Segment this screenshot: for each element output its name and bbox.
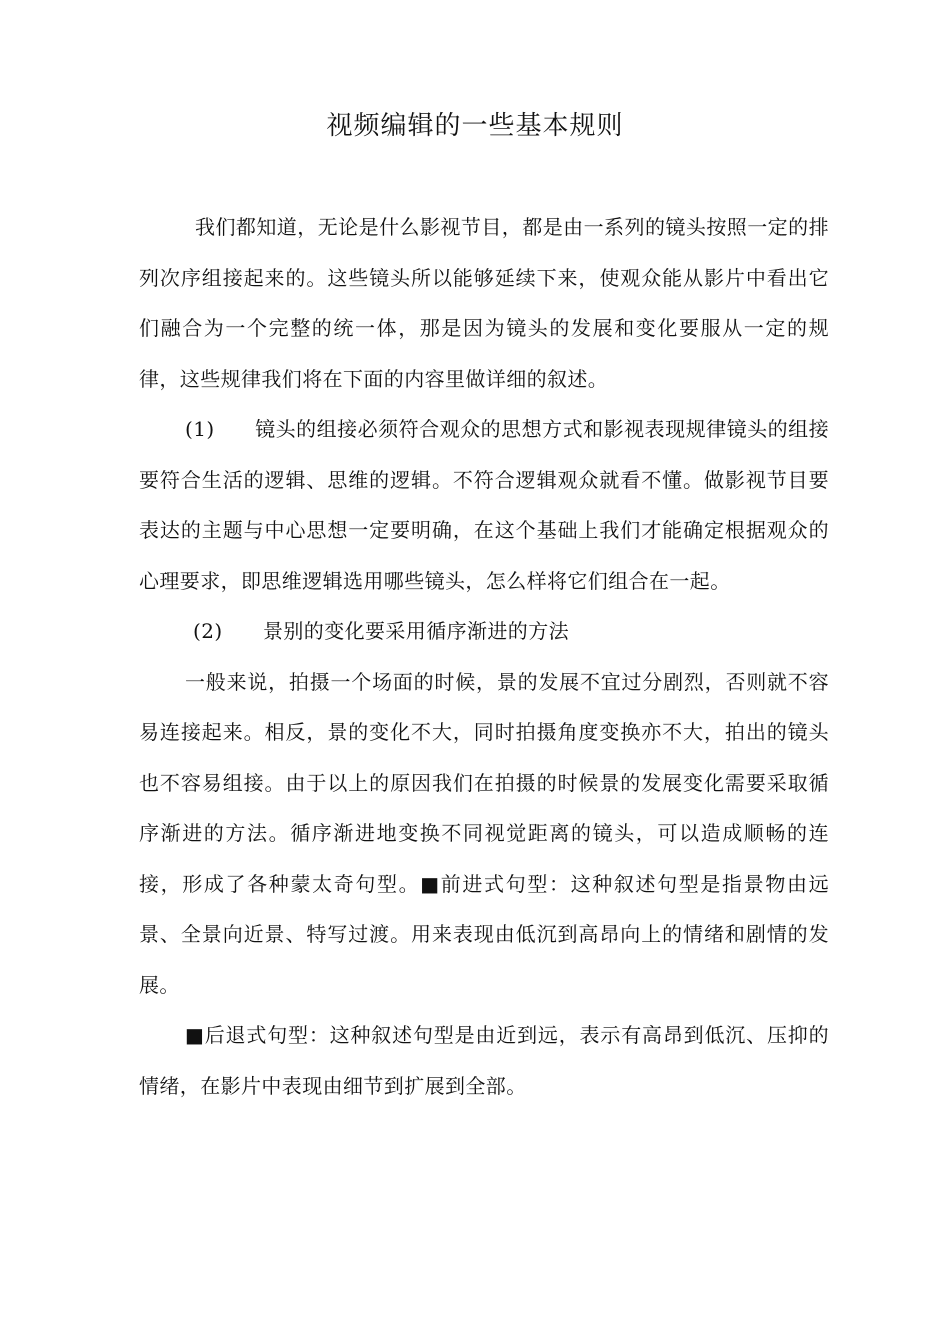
- item-1-paragraph: [139, 404, 829, 606]
- intro-paragraph: 我们都知道，无论是什么影视节目，都是由一系列的镜头按照一定的排列次序组接起来的。这些镜头所以能够延续下来，使观众能从影片中看出它们融合为一个完整的统一体，那是因为镜头的发展和变化要服从一定的规律，这些规律我们将在下面的内容里做详细的叙述。: [139, 215, 829, 391]
- document-body: [139, 202, 829, 1111]
- item-1-number: (1): [185, 417, 215, 441]
- item-2-heading: [139, 606, 829, 657]
- general-paragraph: 一般来说，拍摄一个场面的时候，景的发展不宜过分剧烈，否则就不容易连接起来。相反，景的变化不大，同时拍摄角度变换亦不大，拍出的镜头也不容易组接。由于以上的原因我们在拍摄的时候景的发展变化需要采取循序渐进的方法。循序渐进地变换不同视觉距离的镜头，可以造成顺畅的连接，形成了各种蒙太奇句型。■前进式句型：这种叙述句型是指景物由远景、全景向近景、特写过渡。用来表现由低沉到高昂向上的情绪和剧情的发展。: [139, 669, 829, 997]
- item-2-number: (2): [193, 619, 223, 643]
- document-title: 视频编辑的一些基本规则: [326, 111, 624, 141]
- retreat-paragraph: ■后退式句型：这种叙述句型是由近到远，表示有高昂到低沉、压抑的情绪，在影片中表现由细节到扩展到全部。: [139, 1023, 829, 1098]
- item-1-text: 镜头的组接必须符合观众的思想方式和影视表现规律镜头的组接要符合生活的逻辑、思维的逻辑。不符合逻辑观众就看不懂。做影视节目要表达的主题与中心思想一定要明确，在这个基础上我们才能确定根据观众的心理要求，即思维逻辑选用哪些镜头，怎么样将它们组合在一起。: [139, 417, 829, 593]
- item-2-text: 景别的变化要采用循序渐进的方法: [263, 619, 569, 643]
